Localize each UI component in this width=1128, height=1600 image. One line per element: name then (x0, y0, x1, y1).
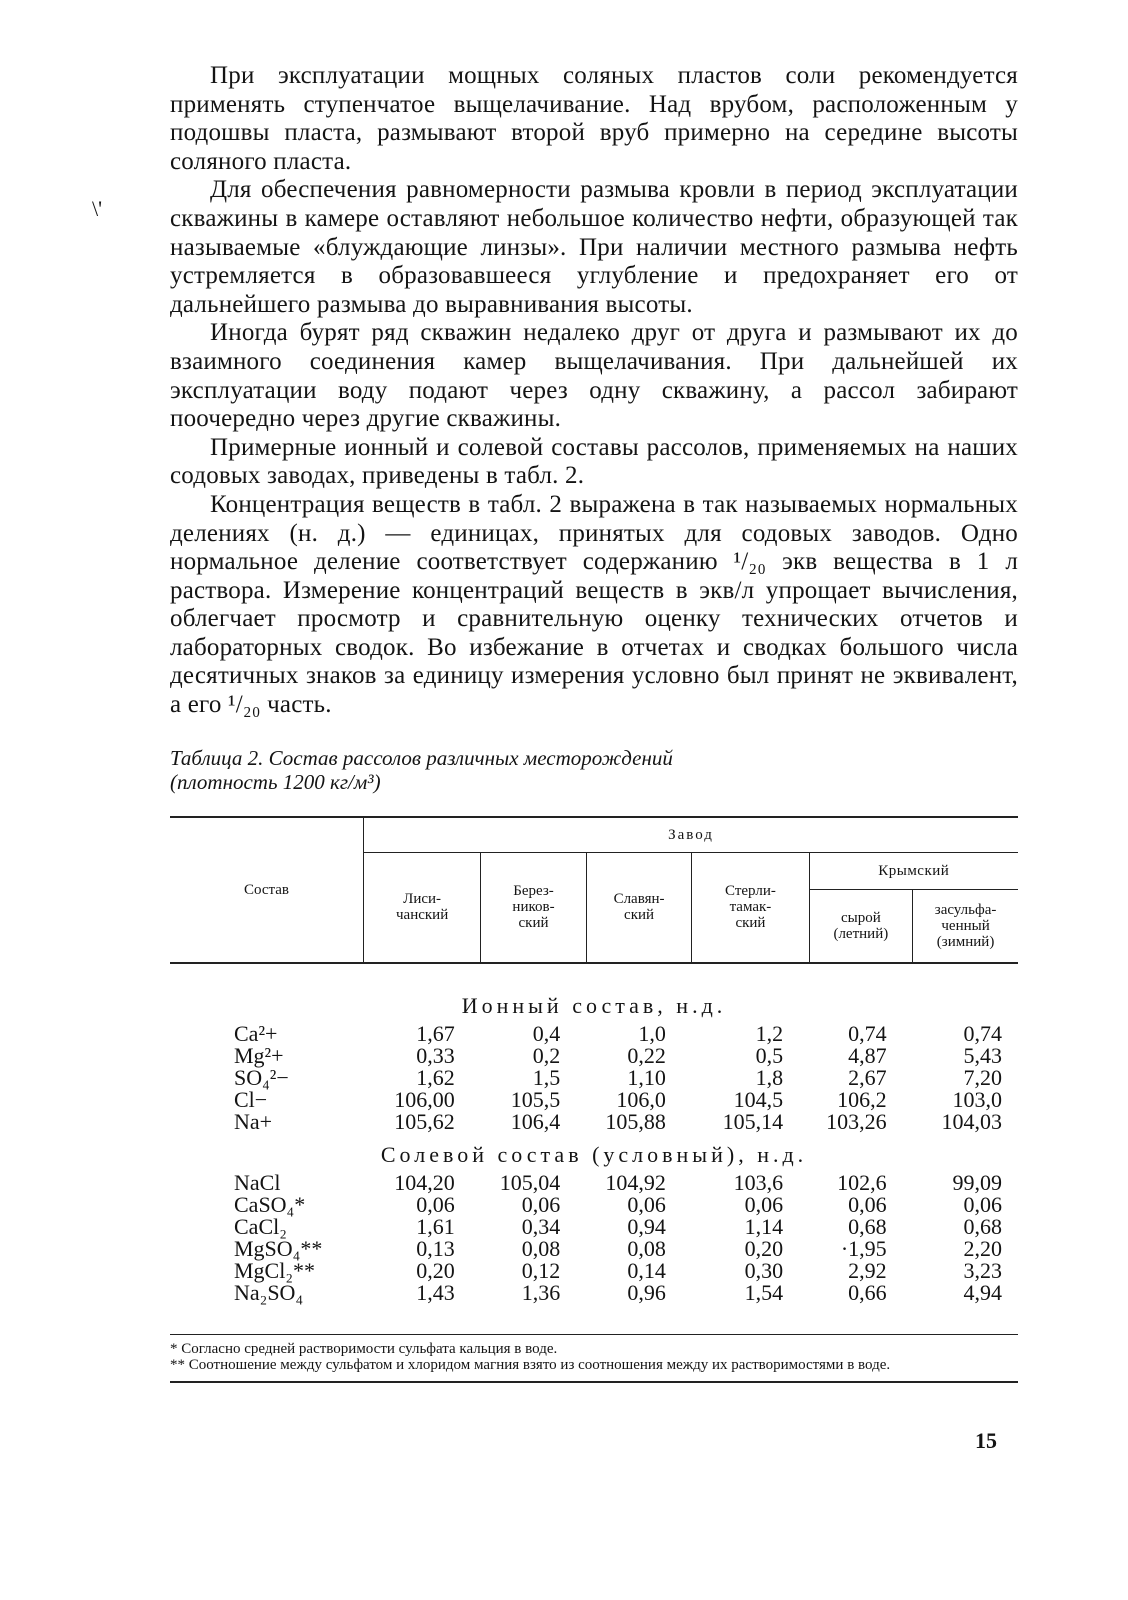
table-caption-line: (плотность 1200 кг/м³) (170, 769, 381, 794)
table-row (170, 1067, 1018, 1089)
row-label: Cl− (234, 1086, 268, 1112)
cell-value: 105,04 (499, 1169, 561, 1195)
cell-value: 0,08 (521, 1235, 561, 1261)
row-label: Na+ (234, 1108, 273, 1134)
cell-value: 3,23 (963, 1257, 1002, 1283)
cell-value: 99,09 (952, 1169, 1002, 1195)
cell-value: 1,67 (416, 1020, 455, 1046)
cell-value: 0,06 (848, 1191, 887, 1217)
cell-value: 4,87 (848, 1042, 887, 1068)
bottom-rule (170, 1381, 1018, 1383)
header-plant: Завод (364, 817, 1019, 853)
header-label: Лиси- чанский (396, 891, 449, 924)
cell-value: 105,14 (722, 1108, 784, 1134)
header-label: сырой (летний) (833, 909, 889, 942)
cell-value: 106,00 (394, 1086, 455, 1112)
cell-value: 2,92 (848, 1257, 887, 1283)
paragraph: Иногда бурят ряд скважин недалеко друг от друга и размывают их до взаимного соединения камер выщелачивания. При дальнейшей их эксплуатации воду подают через одну скважину, а рассол забирают поочередно через другие скважины. (170, 319, 1018, 433)
cell-value: 1,14 (744, 1213, 784, 1239)
cell-value: 0,2 (532, 1042, 561, 1068)
cell-value: 104,03 (941, 1108, 1002, 1134)
cell-value: 0,34 (521, 1213, 561, 1239)
cell-value: 0,06 (744, 1191, 784, 1217)
paragraph: Концентрация веществ в табл. 2 выражена в так называемых нормальных делениях (н. д.) — единицах, принятых для содовых заводов. Одно нормальное деление соответствует содержанию ¹/₂₀ экв вещества в 1 л раствора. Измерение концентраций веществ в экв/л упрощает вычисления, облегчает просмотр и сравнительную оценку технических отчетов и лабораторных сводок. Во избежание в отчетах и сводках большого числа десятичных знаков за единицу измерения условно был принят не эквивалент, а его ¹/₂₀ часть. (170, 490, 1018, 719)
cell-value: 0,33 (416, 1042, 455, 1068)
cell-value: 0,06 (627, 1191, 666, 1217)
header-label: засульфа- ченный (зимний) (934, 901, 997, 950)
footnote: * Согласно средней растворимости сульфата кальция в воде. (170, 1340, 558, 1357)
paragraph: Примерные ионный и солевой составы рассолов, применяемых на наших содовых заводах, приведены в табл. 2. (170, 433, 1018, 490)
cell-value: 0,74 (963, 1020, 1002, 1046)
section-title-ionic: Ионный состав, н.д. (461, 992, 727, 1018)
cell-value: 1,36 (521, 1279, 561, 1305)
cell-value: 2,20 (963, 1235, 1002, 1261)
table-row (170, 1194, 1018, 1216)
header-krym-sulfated (913, 889, 1018, 963)
footnote-rule (170, 1334, 1018, 1335)
table-caption-line: Таблица 2. Состав рассолов различных месторождений (170, 745, 673, 770)
page-content (170, 62, 1018, 1383)
cell-value: 104,92 (605, 1169, 666, 1195)
cell-value: 0,68 (963, 1213, 1002, 1239)
table-row (170, 1260, 1018, 1282)
cell-value: 0,14 (627, 1257, 666, 1283)
cell-value: 1,8 (755, 1064, 784, 1090)
cell-value: 1,0 (638, 1020, 666, 1046)
header-composition: Состав (170, 817, 364, 963)
cell-value: 0,66 (848, 1279, 887, 1305)
brine-composition-table (170, 816, 1018, 1304)
cell-value: 0,12 (521, 1257, 561, 1283)
table-row (170, 1023, 1018, 1045)
cell-value: 1,10 (627, 1064, 666, 1090)
page-number: 15 (975, 1428, 997, 1453)
cell-value: 104,5 (733, 1086, 784, 1112)
table-row (170, 1172, 1018, 1194)
row-label: SO₄²− (234, 1064, 289, 1090)
cell-value: 0,96 (627, 1279, 666, 1305)
cell-value: 4,94 (963, 1279, 1002, 1305)
cell-value: 1,61 (416, 1213, 455, 1239)
table-row (170, 1282, 1018, 1304)
cell-value: 105,5 (510, 1086, 561, 1112)
cell-value: 5,43 (963, 1042, 1002, 1068)
cell-value: 1,62 (416, 1064, 455, 1090)
row-label: CaSO₄* (234, 1191, 306, 1217)
table-row (170, 1216, 1018, 1238)
cell-value: 0,68 (848, 1213, 887, 1239)
cell-value: 0,74 (848, 1020, 887, 1046)
cell-value: 0,5 (755, 1042, 784, 1068)
table-row (170, 1111, 1018, 1133)
cell-value: 0,22 (627, 1042, 666, 1068)
header-label: Славян- ский (613, 891, 665, 924)
cell-value: 105,62 (394, 1108, 455, 1134)
header-slavyansky (586, 852, 692, 963)
cell-value: 103,0 (952, 1086, 1002, 1112)
table-row (170, 1238, 1018, 1260)
cell-value: 0,06 (521, 1191, 561, 1217)
cell-value: 106,0 (616, 1086, 666, 1112)
row-label: NaCl (234, 1169, 281, 1195)
margin-mark: \' (92, 196, 103, 221)
cell-value: 105,88 (605, 1108, 666, 1134)
footnote: ** Соотношение между сульфатом и хлоридом магния взято из соотношения между их растворимостями в воде. (170, 1356, 891, 1373)
header-krym-raw (809, 889, 913, 963)
cell-value: 0,08 (627, 1235, 666, 1261)
row-label: MgSO₄** (234, 1235, 323, 1261)
header-bereznikovsky (481, 852, 587, 963)
header-krymsky: Крымский (809, 852, 1018, 889)
paragraph: При эксплуатации мощных соляных пластов соли рекомендуется применять ступенчатое выщелачивание. Над врубом, расположенным у подошвы пласта, размывают второй вруб примерно на середине высоты соляного пласта. (170, 62, 1018, 175)
footnotes (170, 1341, 1018, 1373)
table-caption (170, 746, 1018, 794)
cell-value: 1,2 (755, 1020, 784, 1046)
row-label: Na₂SO₄ (234, 1279, 304, 1305)
row-label: Mg²+ (234, 1042, 284, 1068)
cell-value: ·1,95 (840, 1235, 887, 1261)
cell-value: 103,6 (733, 1169, 784, 1195)
table-row (170, 1045, 1018, 1067)
paragraph: Для обеспечения равномерности размыва кровли в период эксплуатации скважины в камере оставляют небольшое количество нефти, образующей так называемые «блуждающие линзы». При наличии местного размыва нефть устремляется в образовавшееся углубление и предохраняет его от дальнейшего размыва до выравнивания высоты. (170, 176, 1018, 318)
cell-value: 0,30 (744, 1257, 784, 1283)
cell-value: 106,4 (510, 1108, 561, 1134)
cell-value: 1,43 (416, 1279, 455, 1305)
cell-value: 0,13 (416, 1235, 455, 1261)
cell-value: 7,20 (963, 1064, 1002, 1090)
row-label: Ca²+ (234, 1020, 278, 1046)
cell-value: 0,20 (744, 1235, 784, 1261)
cell-value: 0,06 (963, 1191, 1002, 1217)
row-label: MgCl₂** (234, 1257, 316, 1283)
header-sterlitamaksky (692, 852, 809, 963)
cell-value: 102,6 (837, 1169, 887, 1195)
cell-value: 0,20 (416, 1257, 455, 1283)
header-label: Стерли- тамак- ский (725, 883, 776, 932)
cell-value: 0,4 (532, 1020, 561, 1046)
row-label: CaCl₂ (234, 1213, 287, 1239)
cell-value: 0,06 (416, 1191, 455, 1217)
cell-value: 1,54 (744, 1279, 784, 1305)
section-title-salt: Солевой состав (условный), н.д. (380, 1141, 808, 1167)
cell-value: 104,20 (394, 1169, 455, 1195)
header-label: Берез- ников- ский (512, 883, 555, 932)
cell-value: 106,2 (837, 1086, 887, 1112)
header-lisichansky (364, 852, 481, 963)
table-row (170, 1089, 1018, 1111)
cell-value: 103,26 (826, 1108, 887, 1134)
cell-value: 1,5 (532, 1064, 561, 1090)
cell-value: 2,67 (848, 1064, 887, 1090)
cell-value: 0,94 (627, 1213, 666, 1239)
